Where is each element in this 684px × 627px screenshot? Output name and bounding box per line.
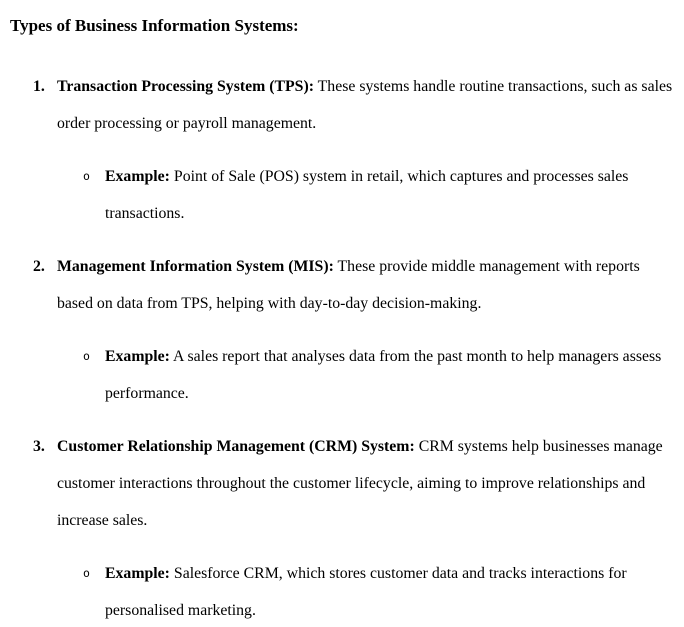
list-item-description: These systems handle routine transactions, such as sales order processing or payroll management. [57,78,673,132]
example-label: Example: [105,168,170,185]
list-item-term: Customer Relationship Management (CRM) System: [57,438,415,455]
circle-bullet-icon: o [83,349,90,363]
example-label: Example: [105,565,170,582]
circle-bullet-icon: o [83,566,90,580]
list-item-term: Management Information System (MIS): [57,258,334,275]
example-text: Salesforce CRM, which stores customer data and tracks interactions for personalised marketing. [105,565,627,619]
document-heading: Types of Business Information Systems: [10,16,299,35]
example-text: A sales report that analyses data from the past month to help managers assess performance. [105,348,662,402]
list-item-description: CRM systems help businesses manage customer interactions throughout the customer lifecycle, aiming to improve relationships and increase sales. [57,438,663,529]
example-item-1 [10,158,676,232]
list-item-description: These provide middle management with reports based on data from TPS, helping with day-to-day decision-making. [57,258,640,312]
list-item-2 [10,248,676,322]
list-number: 2. [33,258,45,275]
list-item-3 [10,428,676,539]
circle-bullet-icon: o [83,169,90,183]
example-text: Point of Sale (POS) system in retail, which captures and processes sales transactions. [105,168,629,222]
example-item-2 [10,338,676,412]
list-item-1 [10,68,676,142]
list-number: 3. [33,438,45,455]
list-item-term: Transaction Processing System (TPS): [57,78,314,95]
example-item-3 [10,555,676,627]
list-number: 1. [33,78,45,95]
example-label: Example: [105,348,170,365]
